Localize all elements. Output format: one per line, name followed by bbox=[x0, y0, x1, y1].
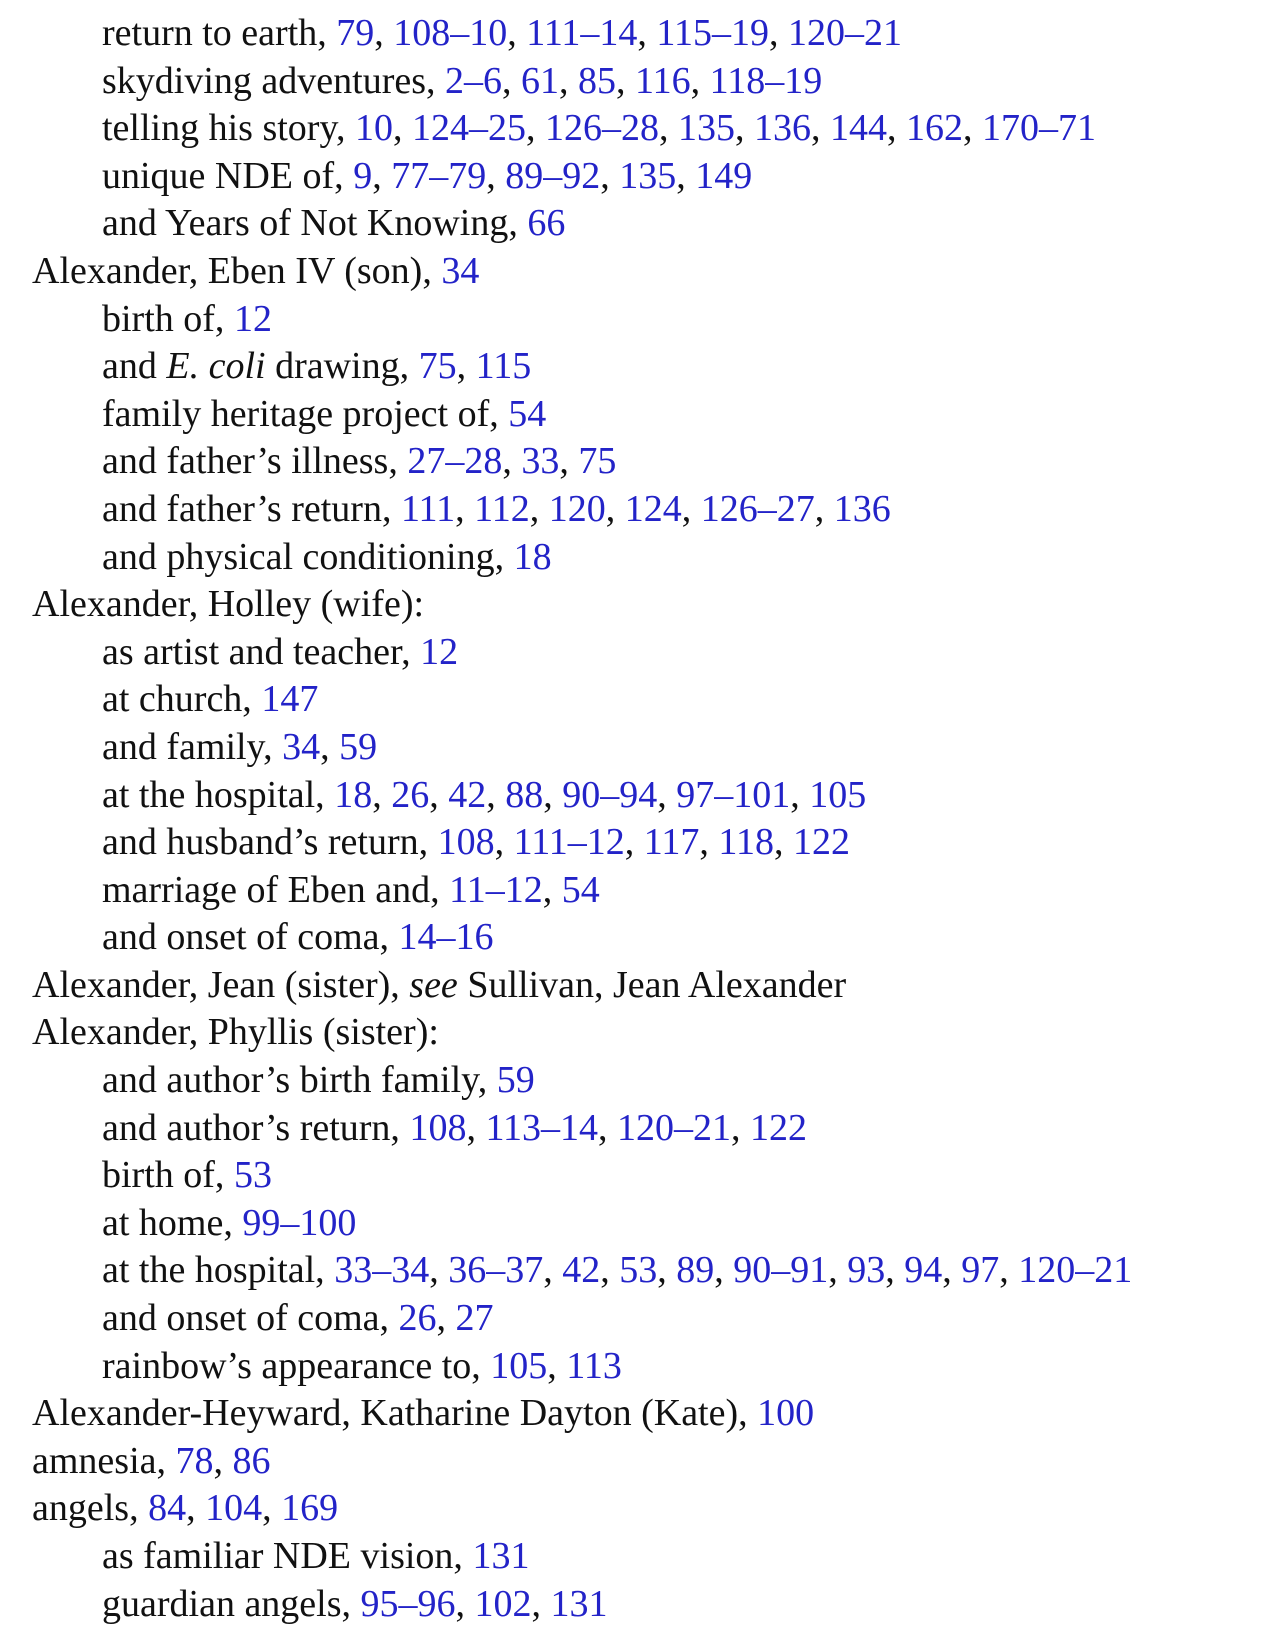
page-link[interactable]: 34 bbox=[282, 725, 321, 768]
entry-text: , bbox=[769, 12, 789, 54]
page-link[interactable]: 59 bbox=[496, 1059, 535, 1102]
page-link[interactable]: 77–79 bbox=[391, 154, 487, 197]
page-link[interactable]: 118 bbox=[718, 821, 774, 864]
index-subentry bbox=[32, 772, 1268, 820]
index-subentry bbox=[32, 1200, 1268, 1248]
entry-text: , bbox=[828, 1249, 848, 1292]
entry-text: , bbox=[543, 773, 563, 816]
entry-text: , bbox=[529, 487, 549, 530]
entry-text: , bbox=[962, 107, 982, 150]
index-subentry bbox=[32, 10, 1268, 58]
page-link[interactable]: 105 bbox=[809, 773, 867, 816]
entry-text: , bbox=[681, 487, 701, 530]
entry-text: , bbox=[392, 107, 412, 150]
page-link[interactable]: 10 bbox=[354, 107, 393, 150]
entry-text: , bbox=[525, 107, 545, 150]
page-link[interactable]: 86 bbox=[232, 1439, 271, 1482]
page-link[interactable]: 122 bbox=[792, 821, 850, 864]
entry-text: , bbox=[658, 107, 678, 150]
page-link[interactable]: 90–94 bbox=[562, 773, 658, 816]
entry-text: , bbox=[605, 487, 625, 530]
index-subentry bbox=[32, 914, 1268, 962]
page-link[interactable]: 131 bbox=[472, 1535, 530, 1577]
entry-text: , bbox=[810, 107, 830, 150]
page-link[interactable]: 53 bbox=[233, 1154, 272, 1197]
page-link[interactable]: 126–28 bbox=[544, 107, 659, 150]
entry-text: , bbox=[790, 773, 810, 816]
page-link[interactable]: 12 bbox=[420, 630, 459, 673]
page-link[interactable]: 124–25 bbox=[411, 107, 526, 150]
entry-text: , bbox=[542, 868, 562, 911]
entry-text: , bbox=[436, 1297, 456, 1340]
index-subentry bbox=[32, 724, 1268, 772]
index-subentry bbox=[32, 1343, 1268, 1391]
index-subentry bbox=[32, 200, 1268, 248]
entry-text: at home, bbox=[102, 1201, 243, 1244]
entry-text: at the hospital, bbox=[102, 1249, 335, 1292]
page-link[interactable]: 136 bbox=[833, 487, 891, 530]
italic-text: E. coli bbox=[166, 345, 266, 388]
entry-text: , bbox=[372, 773, 392, 816]
page-link[interactable]: 84 bbox=[148, 1487, 187, 1530]
index-entry bbox=[32, 1390, 1268, 1438]
entry-text: skydiving adventures, bbox=[102, 59, 446, 102]
entry-text: , bbox=[429, 1249, 449, 1292]
index-subentry bbox=[32, 296, 1268, 344]
index-entry bbox=[32, 248, 1268, 296]
index-entry bbox=[32, 962, 1268, 1010]
entry-text: Alexander-Heyward, Katharine Dayton (Kate), bbox=[32, 1392, 758, 1435]
entry-text: Sullivan, Jean Alexander bbox=[457, 963, 847, 1006]
entry-text: , bbox=[699, 821, 719, 864]
page-link[interactable]: 66 bbox=[527, 202, 566, 245]
entry-text: amnesia, bbox=[32, 1439, 176, 1482]
page-link[interactable]: 120–21 bbox=[788, 12, 903, 54]
entry-text: and Years of Not Knowing, bbox=[102, 202, 528, 245]
entry-text: and author’s return, bbox=[102, 1106, 410, 1149]
entry-text: Alexander, Eben IV (son), bbox=[32, 249, 442, 292]
page-link[interactable]: 111–12 bbox=[513, 821, 625, 864]
page-link[interactable]: 94 bbox=[904, 1249, 943, 1292]
page-link[interactable]: 79 bbox=[336, 12, 375, 54]
entry-text: , bbox=[886, 107, 906, 150]
entry-text: , bbox=[624, 821, 644, 864]
page-link[interactable]: 108–10 bbox=[393, 12, 508, 54]
page-link[interactable]: 36–37 bbox=[448, 1249, 544, 1292]
page-link[interactable]: 170–71 bbox=[981, 107, 1096, 150]
page-link[interactable]: 113–14 bbox=[485, 1106, 599, 1149]
entry-text: , bbox=[657, 773, 677, 816]
page-link[interactable]: 78 bbox=[175, 1439, 214, 1482]
page-link[interactable]: 113 bbox=[566, 1344, 622, 1387]
page-link[interactable]: 54 bbox=[561, 868, 600, 911]
index-subentry bbox=[32, 1057, 1268, 1105]
page-link[interactable]: 33–34 bbox=[334, 1249, 430, 1292]
page-link[interactable]: 27 bbox=[455, 1297, 494, 1340]
entry-text: , bbox=[559, 59, 579, 102]
page-link[interactable]: 11–12 bbox=[449, 868, 543, 911]
index-entry bbox=[32, 1485, 1268, 1533]
page-link[interactable]: 26 bbox=[391, 773, 430, 816]
page-link[interactable]: 42 bbox=[448, 773, 487, 816]
index-subentry bbox=[32, 343, 1268, 391]
entry-text: Alexander, Phyllis (sister): bbox=[32, 1011, 439, 1054]
entry-text: , bbox=[429, 773, 449, 816]
page-link[interactable]: 99–100 bbox=[242, 1201, 357, 1244]
index-subentry bbox=[32, 438, 1268, 486]
index-subentry bbox=[32, 676, 1268, 724]
page-link[interactable]: 122 bbox=[750, 1106, 808, 1149]
page-link[interactable]: 118–19 bbox=[709, 59, 823, 102]
index-subentry bbox=[32, 1533, 1268, 1581]
page-link[interactable]: 147 bbox=[261, 678, 319, 721]
index-subentry bbox=[32, 486, 1268, 534]
page-link[interactable]: 75 bbox=[418, 345, 457, 388]
page-link[interactable]: 108 bbox=[409, 1106, 467, 1149]
page-link[interactable]: 144 bbox=[829, 107, 887, 150]
entry-text: and physical conditioning, bbox=[102, 535, 514, 578]
entry-text: , bbox=[942, 1249, 962, 1292]
page-link[interactable]: 115 bbox=[475, 345, 532, 388]
entry-text: birth of, bbox=[102, 297, 234, 340]
page-link[interactable]: 112 bbox=[474, 487, 530, 530]
entry-text: , bbox=[600, 154, 620, 197]
page-link[interactable]: 12 bbox=[233, 297, 272, 340]
page-link[interactable]: 9 bbox=[353, 154, 373, 197]
entry-text: , bbox=[455, 1582, 475, 1625]
page-link[interactable]: 34 bbox=[441, 249, 480, 292]
page-link[interactable]: 100 bbox=[757, 1392, 815, 1435]
entry-text: telling his story, bbox=[102, 107, 355, 150]
index-entry bbox=[32, 1009, 1268, 1057]
index-subentry bbox=[32, 534, 1268, 582]
page-link[interactable]: 135 bbox=[619, 154, 677, 197]
entry-text: guardian angels, bbox=[102, 1582, 361, 1625]
entry-text: , bbox=[456, 345, 476, 388]
index-subentry bbox=[32, 1295, 1268, 1343]
page-link[interactable]: 149 bbox=[695, 154, 753, 197]
page-link[interactable]: 95–96 bbox=[360, 1582, 456, 1625]
index-subentry bbox=[32, 1581, 1268, 1629]
page-link[interactable]: 33 bbox=[521, 440, 560, 483]
entry-text: and bbox=[102, 345, 167, 388]
page-link[interactable]: 18 bbox=[334, 773, 373, 816]
page-link[interactable]: 2–6 bbox=[445, 59, 503, 102]
page-link[interactable]: 14–16 bbox=[398, 916, 494, 959]
entry-text: as artist and teacher, bbox=[102, 630, 421, 673]
page-link[interactable]: 136 bbox=[753, 107, 811, 150]
page-link[interactable]: 53 bbox=[619, 1249, 658, 1292]
page-link[interactable]: 61 bbox=[521, 59, 560, 102]
page-link[interactable]: 169 bbox=[281, 1487, 339, 1530]
index-subentry bbox=[32, 867, 1268, 915]
entry-text: , bbox=[559, 440, 579, 483]
entry-text: , bbox=[598, 1106, 618, 1149]
entry-text: , bbox=[657, 1249, 677, 1292]
index-subentry bbox=[32, 1247, 1268, 1295]
page-link[interactable]: 89 bbox=[676, 1249, 715, 1292]
page-link[interactable]: 117 bbox=[643, 821, 700, 864]
page-link[interactable]: 97–101 bbox=[676, 773, 791, 816]
entry-text: and family, bbox=[102, 725, 283, 768]
entry-text: , bbox=[814, 487, 834, 530]
page-link[interactable]: 42 bbox=[562, 1249, 601, 1292]
entry-text: angels, bbox=[32, 1487, 149, 1530]
page-link[interactable]: 18 bbox=[513, 535, 552, 578]
entry-text: , bbox=[531, 1582, 551, 1625]
entry-text: and father’s return, bbox=[102, 487, 401, 530]
page-link[interactable]: 97 bbox=[961, 1249, 1000, 1292]
page-link[interactable]: 131 bbox=[550, 1582, 608, 1625]
entry-text: as familiar NDE vision, bbox=[102, 1535, 473, 1577]
page-link[interactable]: 89–92 bbox=[505, 154, 601, 197]
entry-text: , bbox=[676, 154, 696, 197]
entry-text: , bbox=[486, 773, 506, 816]
page-link[interactable]: 59 bbox=[339, 725, 378, 768]
entry-text: , bbox=[600, 1249, 620, 1292]
entry-text: , bbox=[213, 1439, 233, 1482]
entry-text: return to earth, bbox=[102, 12, 337, 54]
index-page bbox=[32, 10, 1268, 1628]
page-link[interactable]: 75 bbox=[578, 440, 617, 483]
page-link[interactable]: 108 bbox=[437, 821, 495, 864]
page-link[interactable]: 135 bbox=[677, 107, 735, 150]
entry-text: , bbox=[502, 440, 522, 483]
entry-text: , bbox=[637, 12, 657, 54]
entry-text: and father’s illness, bbox=[102, 440, 408, 483]
entry-text: , bbox=[372, 154, 392, 197]
index-subentry bbox=[32, 391, 1268, 439]
entry-text: marriage of Eben and, bbox=[102, 868, 450, 911]
index-entry bbox=[32, 581, 1268, 629]
entry-text: , bbox=[455, 487, 475, 530]
entry-text: , bbox=[507, 12, 527, 54]
page-link[interactable]: 126–27 bbox=[700, 487, 815, 530]
entry-text: , bbox=[714, 1249, 734, 1292]
entry-text: , bbox=[885, 1249, 905, 1292]
entry-text: at church, bbox=[102, 678, 262, 721]
page-link[interactable]: 54 bbox=[508, 392, 547, 435]
page-link[interactable]: 27–28 bbox=[407, 440, 503, 483]
entry-text: , bbox=[186, 1487, 206, 1530]
page-link[interactable]: 124 bbox=[624, 487, 682, 530]
entry-text: Alexander, Jean (sister), bbox=[32, 963, 410, 1006]
entry-text: Alexander, Holley (wife): bbox=[32, 583, 425, 626]
page-link[interactable]: 104 bbox=[205, 1487, 263, 1530]
entry-text: unique NDE of, bbox=[102, 154, 354, 197]
entry-text: and author’s birth family, bbox=[102, 1059, 497, 1102]
page-link[interactable]: 102 bbox=[474, 1582, 532, 1625]
page-link[interactable]: 120 bbox=[548, 487, 606, 530]
page-link[interactable]: 111 bbox=[400, 487, 456, 530]
page-link[interactable]: 90–91 bbox=[733, 1249, 829, 1292]
page-link[interactable]: 93 bbox=[847, 1249, 886, 1292]
page-link[interactable]: 116 bbox=[635, 59, 691, 102]
page-link[interactable]: 85 bbox=[578, 59, 617, 102]
page-link[interactable]: 120–21 bbox=[617, 1106, 732, 1149]
index-subentry bbox=[32, 819, 1268, 867]
index-subentry bbox=[32, 1152, 1268, 1200]
entry-text: , bbox=[374, 12, 394, 54]
entry-text: at the hospital, bbox=[102, 773, 335, 816]
entry-text: , bbox=[734, 107, 754, 150]
index-subentry bbox=[32, 1105, 1268, 1153]
entry-text: , bbox=[486, 154, 506, 197]
italic-text: see bbox=[409, 963, 458, 1006]
entry-text: and husband’s return, bbox=[102, 821, 438, 864]
entry-text: , bbox=[320, 725, 340, 768]
entry-text: , bbox=[262, 1487, 282, 1530]
page-link[interactable]: 162 bbox=[905, 107, 963, 150]
entry-text: , bbox=[731, 1106, 751, 1149]
entry-text: , bbox=[773, 821, 793, 864]
entry-text: , bbox=[547, 1344, 567, 1387]
page-link[interactable]: 120–21 bbox=[1018, 1249, 1133, 1292]
entry-text: , bbox=[502, 59, 522, 102]
index-subentry bbox=[32, 629, 1268, 677]
index-subentry bbox=[32, 153, 1268, 201]
entry-text: , bbox=[494, 821, 514, 864]
page-link[interactable]: 88 bbox=[505, 773, 544, 816]
index-entry bbox=[32, 1438, 1268, 1486]
entry-text: and onset of coma, bbox=[102, 1297, 399, 1340]
entry-text: , bbox=[999, 1249, 1019, 1292]
entry-text: rainbow’s appearance to, bbox=[102, 1344, 491, 1387]
page-link[interactable]: 115–19 bbox=[656, 12, 770, 54]
index-subentry bbox=[32, 58, 1268, 106]
entry-text: drawing, bbox=[265, 345, 419, 388]
entry-text: , bbox=[616, 59, 636, 102]
entry-text: birth of, bbox=[102, 1154, 234, 1197]
index-subentry bbox=[32, 105, 1268, 153]
entry-text: and onset of coma, bbox=[102, 916, 399, 959]
entry-text: , bbox=[690, 59, 710, 102]
entry-text: family heritage project of, bbox=[102, 392, 509, 435]
page-link[interactable]: 26 bbox=[398, 1297, 437, 1340]
entry-text: , bbox=[543, 1249, 563, 1292]
page-link[interactable]: 111–14 bbox=[526, 12, 638, 54]
entry-text: , bbox=[466, 1106, 486, 1149]
page-link[interactable]: 105 bbox=[490, 1344, 548, 1387]
